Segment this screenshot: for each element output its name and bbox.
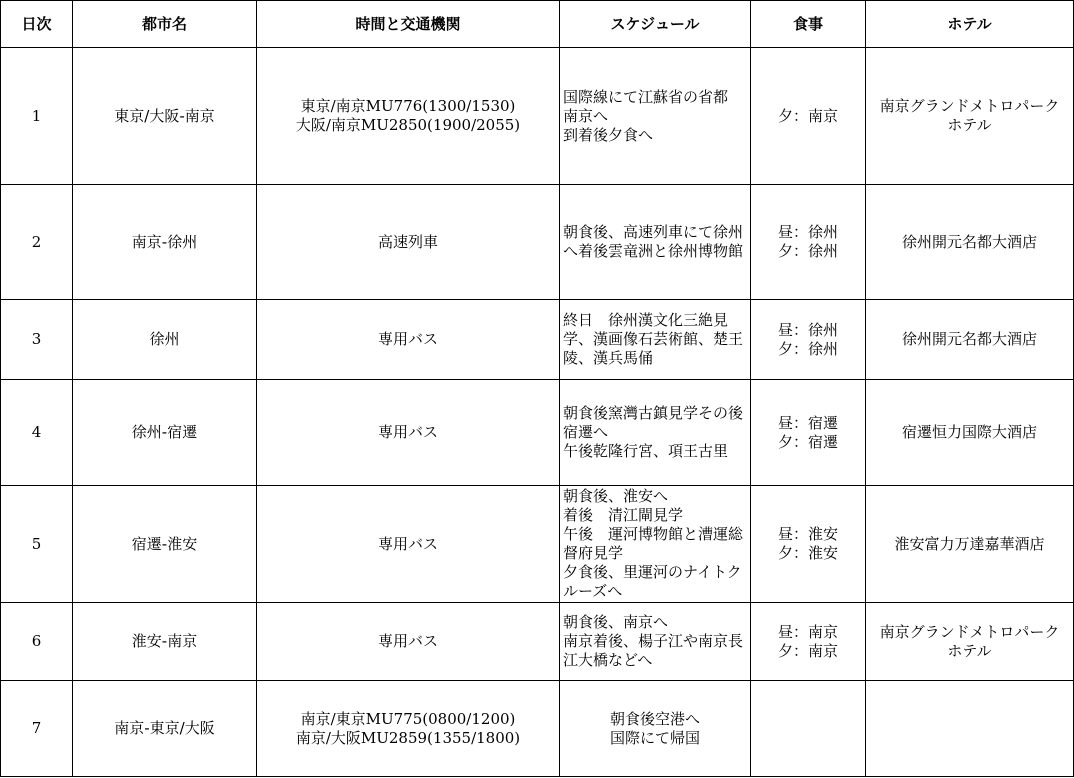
meal-line: 夕：宿遷 [777,432,838,451]
day-cell: 5 [1,486,73,603]
header-row [1,1,1074,48]
meals-cell [751,185,866,300]
hotel-cell [866,603,1074,681]
table-row [1,185,1074,300]
day-cell: 3 [1,300,73,380]
header-schedule: スケジュール [560,1,751,48]
transport-line: 専用バス [377,534,438,553]
meals-cell [751,300,866,380]
city-cell: 徐州-宿遷 [73,380,257,486]
hotel-line: 宿遷恒力国際大酒店 [901,423,1037,441]
schedule-line: 到着後夕食へ [563,125,654,144]
hotel-line: 南京グランドメトロパーク [879,622,1060,641]
schedule-line: 国際線にて江蘇省の省都 [563,87,729,106]
transport-line: 専用バス [377,330,438,348]
city-cell: 南京-徐州 [73,185,257,300]
meal-line: 夕：徐州 [777,339,838,358]
table-row [1,48,1074,185]
day-cell: 7 [1,681,73,777]
transport-line: 専用バス [377,423,438,441]
transport-cell [257,681,560,777]
schedule-line: 午後 運河博物館と漕運総督府見学 [563,525,744,562]
schedule-line: 国際にて帰国 [609,728,700,747]
hotel-cell [866,185,1074,300]
schedule-cell [560,486,751,603]
schedule-line: 着後 清江閘見学 [563,506,684,524]
header-day: 日次 [1,1,73,48]
transport-line: 南京/大阪MU2859(1355/1800) [295,728,521,747]
table-row [1,380,1074,486]
table-header [1,1,1074,48]
meal-line: 夕：南京 [777,641,838,660]
city-cell: 宿遷-淮安 [73,486,257,603]
table-body [1,48,1074,777]
city-cell: 南京-東京/大阪 [73,681,257,777]
transport-line: 大阪/南京MU2850(1900/2055) [295,116,521,134]
hotel-line: ホテル [947,116,992,134]
transport-line: 南京/東京MU775(0800/1200) [300,709,516,728]
table-row [1,603,1074,681]
day-cell: 4 [1,380,73,486]
transport-line: 高速列車 [377,232,438,251]
transport-cell [257,486,560,603]
meals-cell [751,380,866,486]
city-cell: 淮安-南京 [73,603,257,681]
transport-cell [257,380,560,486]
hotel-cell [866,380,1074,486]
meal-line: 昼：南京 [777,622,838,641]
header-hotel: ホテル [866,1,1074,48]
schedule-cell [560,603,751,681]
day-cell: 1 [1,48,73,185]
schedule-cell [560,185,751,300]
day-cell: 6 [1,603,73,681]
city-cell: 東京/大阪-南京 [73,48,257,185]
table-row [1,486,1074,603]
transport-cell [257,603,560,681]
meals-cell [751,48,866,185]
hotel-line: 南京グランドメトロパーク [879,97,1060,115]
hotel-line: ホテル [947,641,992,660]
schedule-line: 朝食後、高速列車にて徐州へ着後雲竜洲と徐州博物館 [563,223,744,260]
hotel-cell [866,48,1074,185]
hotel-line: 淮安富力万達嘉華酒店 [894,534,1045,553]
hotel-cell [866,681,1074,777]
schedule-line: 朝食後窯灣古鎮見学その後宿遷へ [563,404,744,441]
hotel-cell [866,486,1074,603]
meals-cell [751,486,866,603]
meal-line: 昼：淮安 [777,525,838,543]
city-cell: 徐州 [73,300,257,380]
meal-line: 昼：宿遷 [777,413,838,432]
header-meals: 食事 [751,1,866,48]
schedule-cell [560,380,751,486]
table-row [1,300,1074,380]
hotel-cell [866,300,1074,380]
table-row [1,681,1074,777]
meal-line: 夕：淮安 [777,544,838,562]
schedule-cell [560,48,751,185]
transport-line: 東京/南京MU776(1300/1530) [300,97,516,115]
meals-cell [751,603,866,681]
meal-line: 昼：徐州 [777,223,838,241]
schedule-line: 朝食後空港へ [609,709,700,728]
transport-cell [257,48,560,185]
meal-line: 夕：徐州 [777,242,838,260]
schedule-line: 南京へ [563,106,609,125]
day-cell: 2 [1,185,73,300]
header-city: 都市名 [73,1,257,48]
meal-line: 夕：南京 [777,106,838,125]
meals-cell [751,681,866,777]
transport-line: 専用バス [377,632,438,650]
schedule-cell [560,681,751,777]
meal-line: 昼：徐州 [777,320,838,339]
schedule-line: 夕食後、里運河のナイトクルーズへ [563,563,742,600]
transport-cell [257,185,560,300]
schedule-line: 終日 徐州漢文化三絶見学、漢画像石芸術館、楚王陵、漢兵馬俑 [563,311,744,367]
schedule-line: 午後乾隆行宮、項王古里 [563,442,729,460]
hotel-line: 徐州開元名都大酒店 [901,330,1037,348]
transport-cell [257,300,560,380]
schedule-line: 朝食後、淮安へ [563,487,669,505]
schedule-cell [560,300,751,380]
hotel-line: 徐州開元名都大酒店 [901,232,1037,251]
schedule-line: 朝食後、南京へ [563,613,669,631]
header-transport: 時間と交通機関 [257,1,560,48]
schedule-line: 南京着後、楊子江や南京長江大橋などへ [563,632,744,669]
